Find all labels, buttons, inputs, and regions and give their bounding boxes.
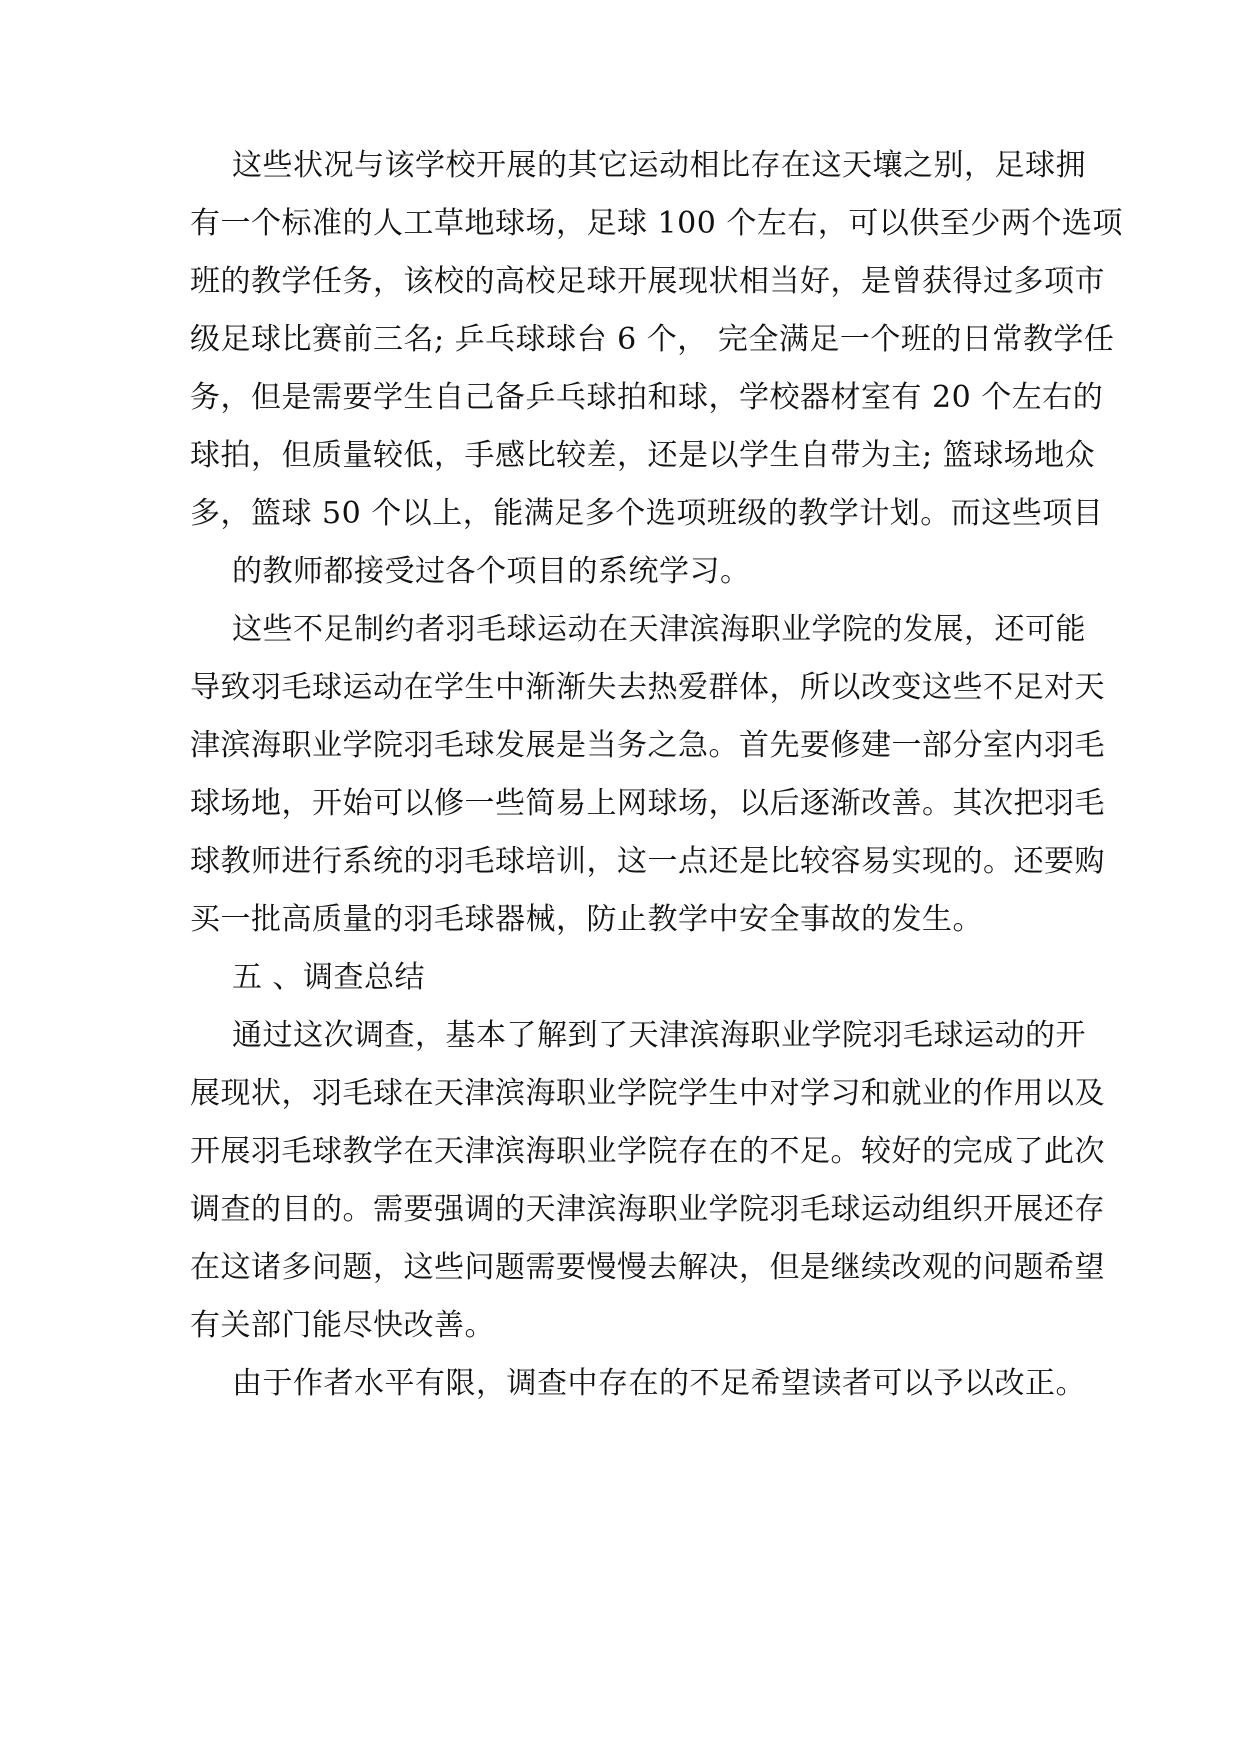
paragraph-1-line-6: 球拍，但质量较低，手感比较差，还是以学生自带为主; 篮球场地众 <box>190 438 1096 473</box>
paragraph-1-line-8: 的教师都接受过各个项目的系统学习。 <box>232 554 751 589</box>
paragraph-3-line-1: 通过这次调查，基本了解到了天津滨海职业学院羽毛球运动的开 <box>232 1018 1086 1053</box>
paragraph-3-line-3: 开展羽毛球教学在天津滨海职业学院存在的不足。较好的完成了此次 <box>190 1134 1105 1169</box>
paragraph-2-line-6: 买一批高质量的羽毛球器械，防止教学中安全事故的发生。 <box>190 902 983 937</box>
paragraph-2-line-1: 这些不足制约者羽毛球运动在天津滨海职业学院的发展，还可能 <box>232 612 1086 647</box>
paragraph-4-line-1: 由于作者水平有限，调查中存在的不足希望读者可以予以改正。 <box>232 1366 1086 1401</box>
paragraph-2-line-3: 津滨海职业学院羽毛球发展是当务之急。首先要修建一部分室内羽毛 <box>190 728 1105 763</box>
paragraph-1-line-5: 务，但是需要学生自己备乒乓球拍和球，学校器材室有 20 个左右的 <box>190 380 1104 415</box>
paragraph-3-line-5: 在这诸多问题，这些问题需要慢慢去解决，但是继续改观的问题希望 <box>190 1250 1105 1285</box>
paragraph-2-line-5: 球教师进行系统的羽毛球培训，这一点还是比较容易实现的。还要购 <box>190 844 1105 879</box>
paragraph-3-line-6: 有关部门能尽快改善。 <box>190 1308 495 1343</box>
paragraph-1-line-3: 班的教学任务，该校的高校足球开展现状相当好，是曾获得过多项市 <box>190 264 1105 299</box>
paragraph-2-line-4: 球场地，开始可以修一些简易上网球场，以后逐渐改善。其次把羽毛 <box>190 786 1105 821</box>
paragraph-3-line-4: 调查的目的。需要强调的天津滨海职业学院羽毛球运动组织开展还存 <box>190 1192 1105 1227</box>
section-heading: 五 、调查总结 <box>232 960 426 995</box>
paragraph-2-line-2: 导致羽毛球运动在学生中渐渐失去热爱群体，所以改变这些不足对天 <box>190 670 1105 705</box>
paragraph-1-line-1: 这些状况与该学校开展的其它运动相比存在这天壤之别，足球拥 <box>232 148 1086 183</box>
paragraph-1-line-4: 级足球比赛前三名; 乒乓球球台 6 个， 完全满足一个班的日常教学任 <box>190 322 1115 357</box>
paragraph-3-line-2: 展现状，羽毛球在天津滨海职业学院学生中对学习和就业的作用以及 <box>190 1076 1105 1111</box>
paragraph-1-line-7: 多，篮球 50 个以上，能满足多个选项班级的教学计划。而这些项目 <box>190 496 1104 531</box>
paragraph-1-line-2: 有一个标准的人工草地球场，足球 100 个左右，可以供至少两个选项 <box>190 206 1123 241</box>
